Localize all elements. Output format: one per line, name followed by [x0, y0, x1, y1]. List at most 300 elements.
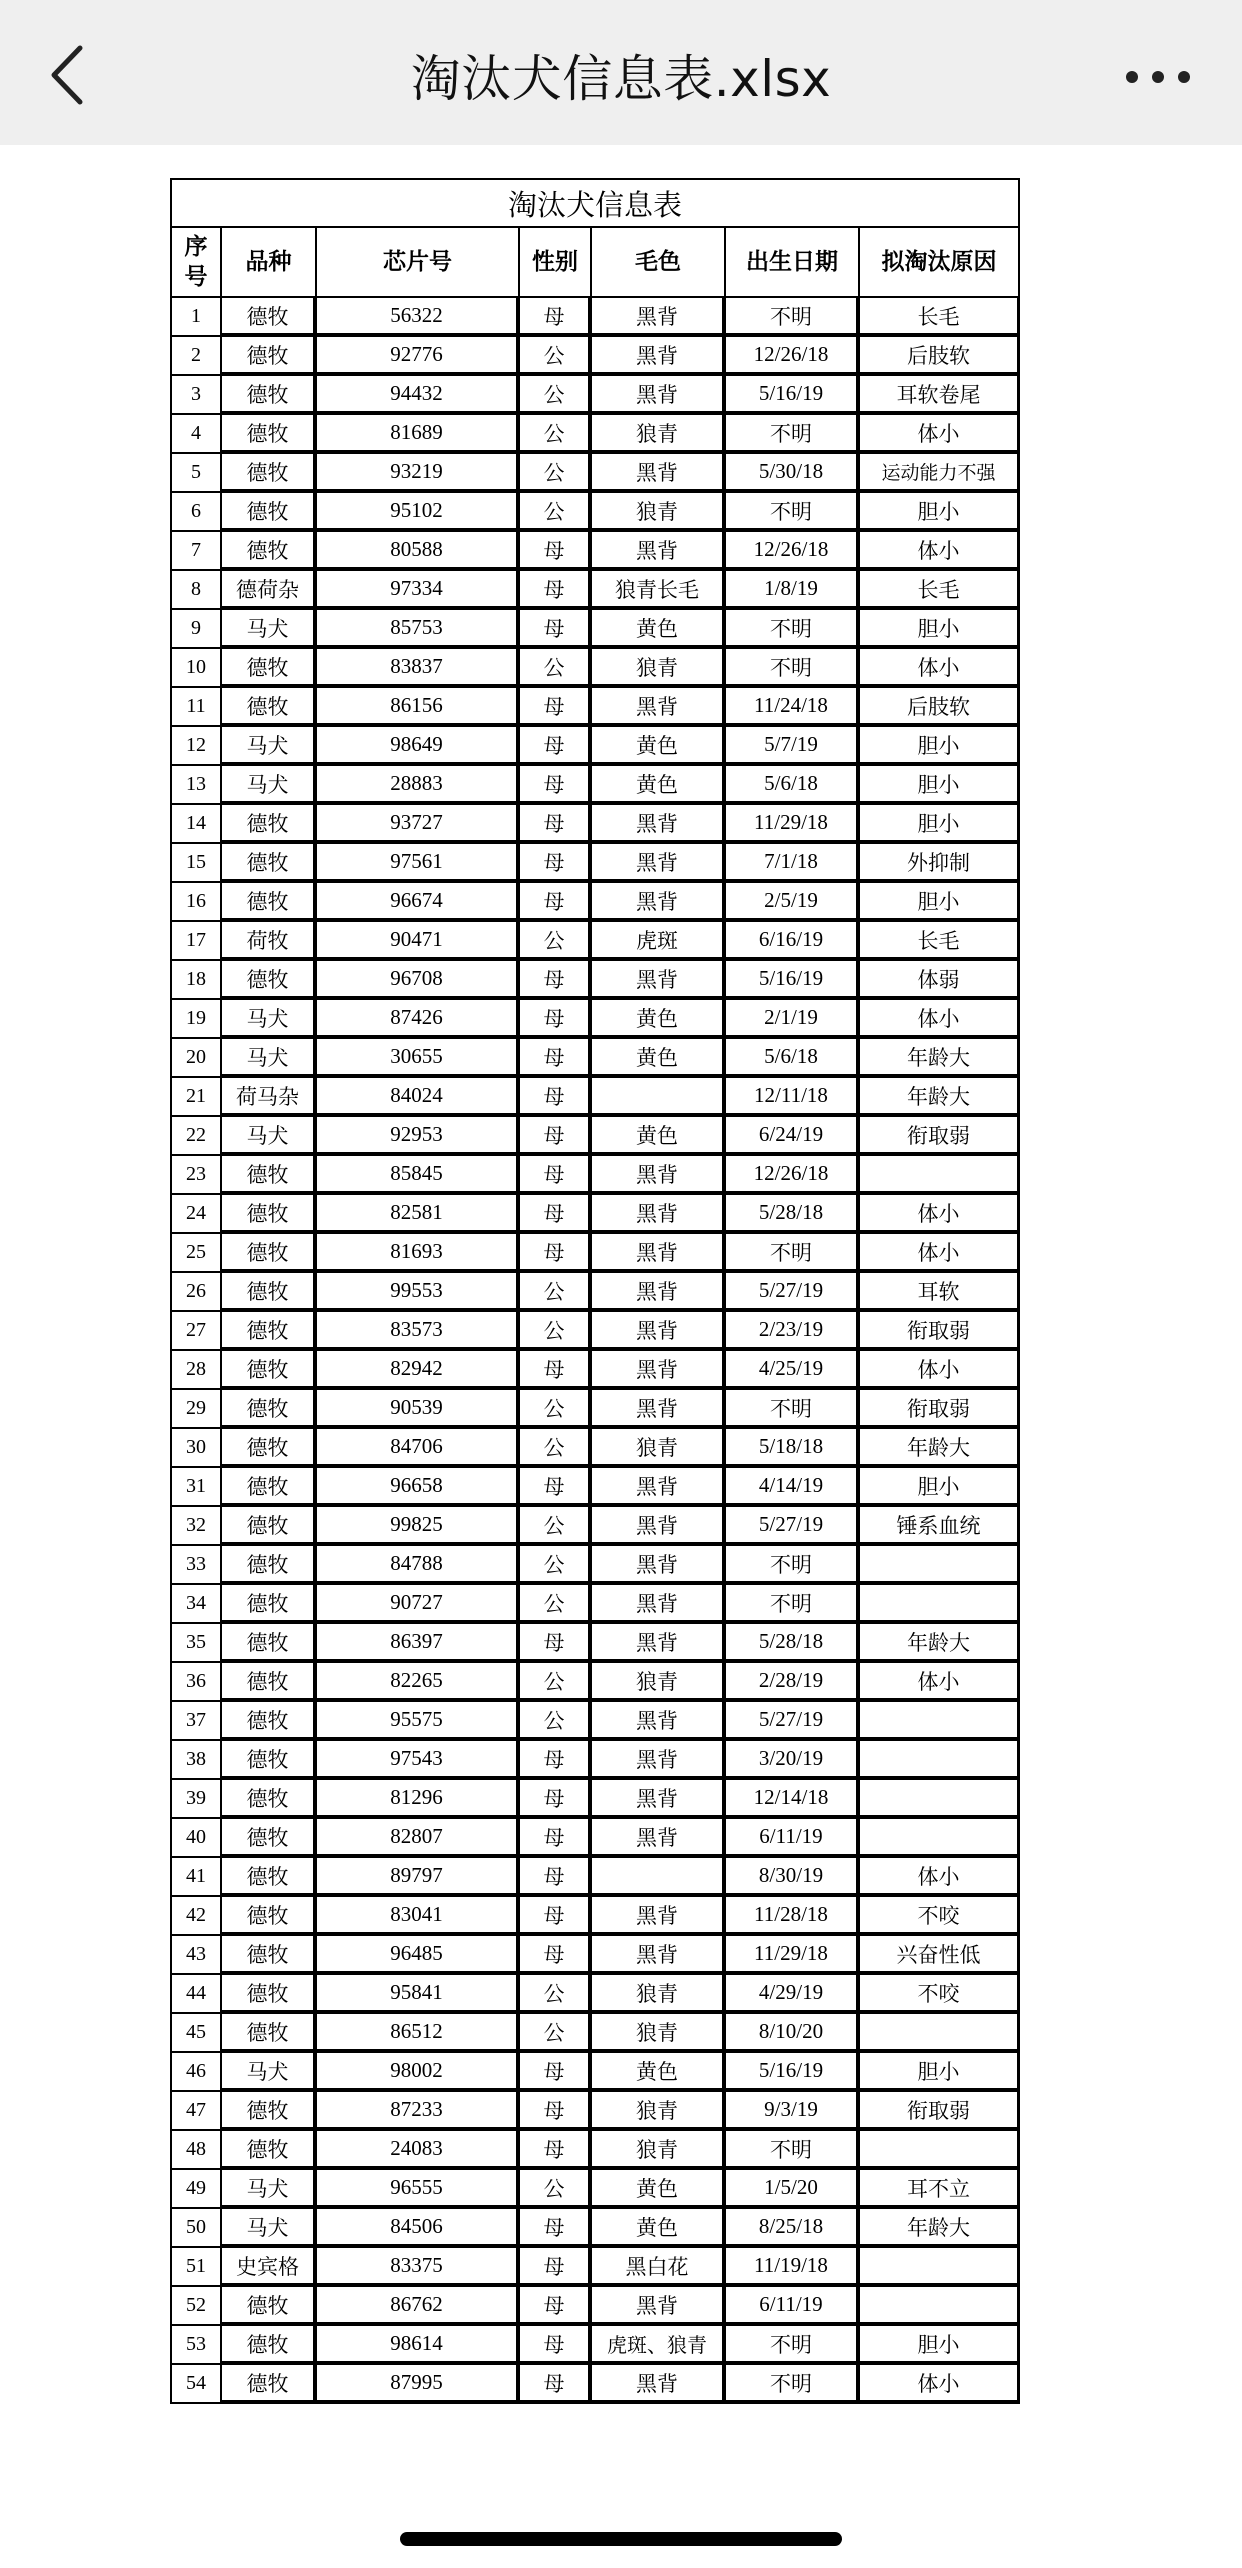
cell-index[interactable]: 24: [170, 1195, 222, 1234]
cell-coat-color[interactable]: 黑背: [592, 2287, 726, 2326]
cell-cull-reason[interactable]: 体弱: [860, 961, 1020, 1000]
cell-index[interactable]: 53: [170, 2326, 222, 2365]
cell-cull-reason[interactable]: 年龄大: [860, 2209, 1020, 2248]
cell-cull-reason[interactable]: 胆小: [860, 883, 1020, 922]
more-button[interactable]: [1120, 52, 1200, 102]
cell-cull-reason[interactable]: [860, 1156, 1020, 1195]
cell-breed[interactable]: 马犬: [222, 766, 317, 805]
cell-birth-date[interactable]: 不明: [726, 1546, 860, 1585]
cell-chip-number[interactable]: 95575: [317, 1702, 520, 1741]
cell-birth-date[interactable]: 5/27/19: [726, 1507, 860, 1546]
cell-chip-number[interactable]: 81693: [317, 1234, 520, 1273]
cell-breed[interactable]: 德牧: [222, 1390, 317, 1429]
cell-birth-date[interactable]: 9/3/19: [726, 2092, 860, 2131]
cell-birth-date[interactable]: 5/30/18: [726, 454, 860, 493]
cell-index[interactable]: 34: [170, 1585, 222, 1624]
cell-index[interactable]: 2: [170, 337, 222, 376]
cell-chip-number[interactable]: 87233: [317, 2092, 520, 2131]
cell-coat-color[interactable]: 狼青: [592, 493, 726, 532]
cell-breed[interactable]: 马犬: [222, 2170, 317, 2209]
cell-birth-date[interactable]: 8/30/19: [726, 1858, 860, 1897]
cell-coat-color[interactable]: 黑背: [592, 688, 726, 727]
cell-cull-reason[interactable]: 不咬: [860, 1975, 1020, 2014]
cell-breed[interactable]: 荷牧: [222, 922, 317, 961]
cell-chip-number[interactable]: 92953: [317, 1117, 520, 1156]
cell-birth-date[interactable]: 12/26/18: [726, 532, 860, 571]
cell-birth-date[interactable]: 不明: [726, 2365, 860, 2404]
cell-cull-reason[interactable]: 体小: [860, 1000, 1020, 1039]
cell-coat-color[interactable]: 黄色: [592, 2170, 726, 2209]
cell-breed[interactable]: 德牧: [222, 376, 317, 415]
cell-cull-reason[interactable]: 体小: [860, 1234, 1020, 1273]
cell-cull-reason[interactable]: 体小: [860, 1663, 1020, 1702]
cell-birth-date[interactable]: 5/28/18: [726, 1624, 860, 1663]
cell-birth-date[interactable]: 5/27/19: [726, 1702, 860, 1741]
cell-chip-number[interactable]: 82265: [317, 1663, 520, 1702]
cell-breed[interactable]: 马犬: [222, 2053, 317, 2092]
cell-cull-reason[interactable]: 不咬: [860, 1897, 1020, 1936]
cell-coat-color[interactable]: 黑背: [592, 1195, 726, 1234]
cell-sex[interactable]: 公: [520, 415, 592, 454]
cell-coat-color[interactable]: 黄色: [592, 610, 726, 649]
cell-birth-date[interactable]: 5/16/19: [726, 376, 860, 415]
cell-cull-reason[interactable]: 体小: [860, 1351, 1020, 1390]
cell-sex[interactable]: 公: [520, 1585, 592, 1624]
cell-birth-date[interactable]: 5/28/18: [726, 1195, 860, 1234]
cell-breed[interactable]: 德荷杂: [222, 571, 317, 610]
cell-index[interactable]: 23: [170, 1156, 222, 1195]
cell-chip-number[interactable]: 84506: [317, 2209, 520, 2248]
cell-coat-color[interactable]: 黑背: [592, 298, 726, 337]
cell-coat-color[interactable]: 黑背: [592, 961, 726, 1000]
cell-coat-color[interactable]: 黑背: [592, 1702, 726, 1741]
cell-coat-color[interactable]: 黑背: [592, 1741, 726, 1780]
cell-sex[interactable]: 母: [520, 1000, 592, 1039]
cell-index[interactable]: 25: [170, 1234, 222, 1273]
cell-birth-date[interactable]: 不明: [726, 493, 860, 532]
cell-index[interactable]: 40: [170, 1819, 222, 1858]
cell-cull-reason[interactable]: 耳软: [860, 1273, 1020, 1312]
cell-chip-number[interactable]: 89797: [317, 1858, 520, 1897]
cell-cull-reason[interactable]: 长毛: [860, 298, 1020, 337]
cell-sex[interactable]: 母: [520, 961, 592, 1000]
cell-birth-date[interactable]: 1/8/19: [726, 571, 860, 610]
cell-coat-color[interactable]: 狼青: [592, 2014, 726, 2053]
cell-chip-number[interactable]: 93727: [317, 805, 520, 844]
cell-cull-reason[interactable]: 体小: [860, 532, 1020, 571]
cell-chip-number[interactable]: 28883: [317, 766, 520, 805]
cell-chip-number[interactable]: 87426: [317, 1000, 520, 1039]
cell-sex[interactable]: 母: [520, 883, 592, 922]
cell-birth-date[interactable]: 5/7/19: [726, 727, 860, 766]
cell-cull-reason[interactable]: 外抑制: [860, 844, 1020, 883]
cell-breed[interactable]: 荷马杂: [222, 1078, 317, 1117]
cell-cull-reason[interactable]: 胆小: [860, 493, 1020, 532]
cell-index[interactable]: 15: [170, 844, 222, 883]
cell-index[interactable]: 31: [170, 1468, 222, 1507]
cell-cull-reason[interactable]: 胆小: [860, 727, 1020, 766]
cell-cull-reason[interactable]: [860, 1702, 1020, 1741]
cell-cull-reason[interactable]: 体小: [860, 2365, 1020, 2404]
cell-cull-reason[interactable]: [860, 1741, 1020, 1780]
cell-chip-number[interactable]: 24083: [317, 2131, 520, 2170]
cell-birth-date[interactable]: 4/29/19: [726, 1975, 860, 2014]
cell-chip-number[interactable]: 84788: [317, 1546, 520, 1585]
cell-chip-number[interactable]: 83837: [317, 649, 520, 688]
cell-index[interactable]: 36: [170, 1663, 222, 1702]
cell-chip-number[interactable]: 96485: [317, 1936, 520, 1975]
cell-index[interactable]: 22: [170, 1117, 222, 1156]
cell-chip-number[interactable]: 81296: [317, 1780, 520, 1819]
cell-sex[interactable]: 母: [520, 1156, 592, 1195]
cell-birth-date[interactable]: 不明: [726, 1234, 860, 1273]
cell-cull-reason[interactable]: 锤系血统: [860, 1507, 1020, 1546]
cell-breed[interactable]: 德牧: [222, 454, 317, 493]
cell-index[interactable]: 52: [170, 2287, 222, 2326]
cell-cull-reason[interactable]: 后肢软: [860, 688, 1020, 727]
cell-index[interactable]: 54: [170, 2365, 222, 2404]
cell-chip-number[interactable]: 94432: [317, 376, 520, 415]
cell-sex[interactable]: 母: [520, 766, 592, 805]
cell-chip-number[interactable]: 87995: [317, 2365, 520, 2404]
cell-index[interactable]: 27: [170, 1312, 222, 1351]
cell-chip-number[interactable]: 92776: [317, 337, 520, 376]
cell-breed[interactable]: 德牧: [222, 688, 317, 727]
cell-breed[interactable]: 德牧: [222, 2326, 317, 2365]
cell-birth-date[interactable]: 8/25/18: [726, 2209, 860, 2248]
cell-sex[interactable]: 公: [520, 649, 592, 688]
cell-coat-color[interactable]: 黑背: [592, 1273, 726, 1312]
cell-birth-date[interactable]: 5/16/19: [726, 961, 860, 1000]
cell-birth-date[interactable]: 5/16/19: [726, 2053, 860, 2092]
cell-breed[interactable]: 德牧: [222, 1741, 317, 1780]
cell-coat-color[interactable]: 黑背: [592, 376, 726, 415]
cell-coat-color[interactable]: 黑背: [592, 1156, 726, 1195]
cell-breed[interactable]: 马犬: [222, 1117, 317, 1156]
cell-chip-number[interactable]: 95102: [317, 493, 520, 532]
cell-sex[interactable]: 公: [520, 1390, 592, 1429]
cell-chip-number[interactable]: 98649: [317, 727, 520, 766]
cell-birth-date[interactable]: 不明: [726, 1390, 860, 1429]
cell-breed[interactable]: 德牧: [222, 1858, 317, 1897]
cell-chip-number[interactable]: 86762: [317, 2287, 520, 2326]
cell-sex[interactable]: 公: [520, 493, 592, 532]
cell-index[interactable]: 8: [170, 571, 222, 610]
cell-cull-reason[interactable]: 衔取弱: [860, 1312, 1020, 1351]
cell-index[interactable]: 30: [170, 1429, 222, 1468]
cell-breed[interactable]: 德牧: [222, 961, 317, 1000]
cell-breed[interactable]: 德牧: [222, 1936, 317, 1975]
cell-index[interactable]: 1: [170, 298, 222, 337]
cell-breed[interactable]: 德牧: [222, 1702, 317, 1741]
cell-birth-date[interactable]: 不明: [726, 2326, 860, 2365]
cell-sex[interactable]: 公: [520, 1429, 592, 1468]
cell-birth-date[interactable]: 不明: [726, 610, 860, 649]
cell-breed[interactable]: 德牧: [222, 1663, 317, 1702]
cell-sex[interactable]: 母: [520, 844, 592, 883]
cell-chip-number[interactable]: 85753: [317, 610, 520, 649]
cell-coat-color[interactable]: 黑背: [592, 337, 726, 376]
cell-chip-number[interactable]: 86397: [317, 1624, 520, 1663]
cell-index[interactable]: 45: [170, 2014, 222, 2053]
cell-chip-number[interactable]: 96674: [317, 883, 520, 922]
cell-chip-number[interactable]: 90539: [317, 1390, 520, 1429]
cell-sex[interactable]: 公: [520, 337, 592, 376]
cell-sex[interactable]: 公: [520, 454, 592, 493]
cell-chip-number[interactable]: 83041: [317, 1897, 520, 1936]
cell-index[interactable]: 51: [170, 2248, 222, 2287]
cell-breed[interactable]: 德牧: [222, 1195, 317, 1234]
cell-cull-reason[interactable]: 兴奋性低: [860, 1936, 1020, 1975]
cell-chip-number[interactable]: 30655: [317, 1039, 520, 1078]
cell-coat-color[interactable]: 狼青: [592, 1975, 726, 2014]
cell-breed[interactable]: 马犬: [222, 1000, 317, 1039]
cell-coat-color[interactable]: 黑背: [592, 1624, 726, 1663]
cell-chip-number[interactable]: 99553: [317, 1273, 520, 1312]
cell-coat-color[interactable]: 狼青: [592, 2131, 726, 2170]
cell-coat-color[interactable]: 黑背: [592, 1312, 726, 1351]
cell-cull-reason[interactable]: 年龄大: [860, 1039, 1020, 1078]
cell-birth-date[interactable]: 4/25/19: [726, 1351, 860, 1390]
cell-breed[interactable]: 马犬: [222, 2209, 317, 2248]
cell-cull-reason[interactable]: 衔取弱: [860, 1117, 1020, 1156]
cell-breed[interactable]: 德牧: [222, 1897, 317, 1936]
cell-chip-number[interactable]: 84706: [317, 1429, 520, 1468]
cell-index[interactable]: 7: [170, 532, 222, 571]
cell-sex[interactable]: 母: [520, 2053, 592, 2092]
cell-sex[interactable]: 公: [520, 1273, 592, 1312]
cell-birth-date[interactable]: 2/23/19: [726, 1312, 860, 1351]
cell-breed[interactable]: 德牧: [222, 1468, 317, 1507]
cell-birth-date[interactable]: 12/26/18: [726, 1156, 860, 1195]
cell-breed[interactable]: 德牧: [222, 1234, 317, 1273]
cell-sex[interactable]: 母: [520, 2287, 592, 2326]
cell-breed[interactable]: 德牧: [222, 493, 317, 532]
cell-breed[interactable]: 德牧: [222, 1780, 317, 1819]
cell-chip-number[interactable]: 80588: [317, 532, 520, 571]
cell-chip-number[interactable]: 82581: [317, 1195, 520, 1234]
cell-index[interactable]: 5: [170, 454, 222, 493]
cell-index[interactable]: 20: [170, 1039, 222, 1078]
cell-cull-reason[interactable]: 胆小: [860, 2326, 1020, 2365]
cell-breed[interactable]: 史宾格: [222, 2248, 317, 2287]
cell-coat-color[interactable]: 黑背: [592, 1546, 726, 1585]
cell-chip-number[interactable]: 90471: [317, 922, 520, 961]
cell-birth-date[interactable]: 6/16/19: [726, 922, 860, 961]
cell-birth-date[interactable]: 不明: [726, 298, 860, 337]
cell-breed[interactable]: 德牧: [222, 649, 317, 688]
cell-sex[interactable]: 母: [520, 805, 592, 844]
cell-breed[interactable]: 德牧: [222, 298, 317, 337]
cell-cull-reason[interactable]: [860, 2248, 1020, 2287]
cell-chip-number[interactable]: 86156: [317, 688, 520, 727]
cell-chip-number[interactable]: 97543: [317, 1741, 520, 1780]
cell-cull-reason[interactable]: [860, 1585, 1020, 1624]
cell-coat-color[interactable]: 狼青: [592, 415, 726, 454]
cell-coat-color[interactable]: 黑白花: [592, 2248, 726, 2287]
cell-index[interactable]: 11: [170, 688, 222, 727]
cell-chip-number[interactable]: 56322: [317, 298, 520, 337]
cell-coat-color[interactable]: 黑背: [592, 1936, 726, 1975]
cell-coat-color[interactable]: 黄色: [592, 766, 726, 805]
cell-sex[interactable]: 母: [520, 1468, 592, 1507]
cell-cull-reason[interactable]: 胆小: [860, 805, 1020, 844]
cell-chip-number[interactable]: 97334: [317, 571, 520, 610]
cell-coat-color[interactable]: 黑背: [592, 2365, 726, 2404]
cell-index[interactable]: 39: [170, 1780, 222, 1819]
cell-cull-reason[interactable]: 胆小: [860, 610, 1020, 649]
cell-chip-number[interactable]: 96555: [317, 2170, 520, 2209]
cell-breed[interactable]: 德牧: [222, 2365, 317, 2404]
cell-index[interactable]: 18: [170, 961, 222, 1000]
cell-sex[interactable]: 母: [520, 688, 592, 727]
cell-coat-color[interactable]: 黑背: [592, 1351, 726, 1390]
cell-index[interactable]: 35: [170, 1624, 222, 1663]
cell-breed[interactable]: 德牧: [222, 1351, 317, 1390]
cell-cull-reason[interactable]: 体小: [860, 415, 1020, 454]
cell-sex[interactable]: 母: [520, 1078, 592, 1117]
cell-birth-date[interactable]: 6/24/19: [726, 1117, 860, 1156]
cell-cull-reason[interactable]: 胆小: [860, 2053, 1020, 2092]
cell-coat-color[interactable]: 黑背: [592, 1468, 726, 1507]
cell-cull-reason[interactable]: 耳不立: [860, 2170, 1020, 2209]
cell-chip-number[interactable]: 93219: [317, 454, 520, 493]
cell-chip-number[interactable]: 83375: [317, 2248, 520, 2287]
cell-sex[interactable]: 母: [520, 1819, 592, 1858]
cell-coat-color[interactable]: 狼青: [592, 649, 726, 688]
cell-index[interactable]: 12: [170, 727, 222, 766]
cell-breed[interactable]: 德牧: [222, 2287, 317, 2326]
cell-coat-color[interactable]: 狼青: [592, 2092, 726, 2131]
cell-cull-reason[interactable]: 衔取弱: [860, 2092, 1020, 2131]
cell-birth-date[interactable]: 5/18/18: [726, 1429, 860, 1468]
cell-index[interactable]: 17: [170, 922, 222, 961]
cell-sex[interactable]: 母: [520, 1234, 592, 1273]
cell-sex[interactable]: 母: [520, 1780, 592, 1819]
cell-cull-reason[interactable]: 运动能力不强: [860, 454, 1020, 493]
cell-cull-reason[interactable]: 长毛: [860, 922, 1020, 961]
cell-index[interactable]: 28: [170, 1351, 222, 1390]
cell-coat-color[interactable]: 黑背: [592, 1897, 726, 1936]
cell-sex[interactable]: 母: [520, 1897, 592, 1936]
cell-coat-color[interactable]: 黑背: [592, 844, 726, 883]
cell-sex[interactable]: 母: [520, 2326, 592, 2365]
cell-coat-color[interactable]: 黑背: [592, 1585, 726, 1624]
cell-birth-date[interactable]: 3/20/19: [726, 1741, 860, 1780]
cell-coat-color[interactable]: 黑背: [592, 1780, 726, 1819]
cell-birth-date[interactable]: 4/14/19: [726, 1468, 860, 1507]
cell-sex[interactable]: 公: [520, 1975, 592, 2014]
cell-sex[interactable]: 公: [520, 922, 592, 961]
cell-breed[interactable]: 德牧: [222, 2014, 317, 2053]
cell-sex[interactable]: 母: [520, 571, 592, 610]
cell-index[interactable]: 10: [170, 649, 222, 688]
cell-breed[interactable]: 德牧: [222, 337, 317, 376]
cell-birth-date[interactable]: 12/14/18: [726, 1780, 860, 1819]
cell-breed[interactable]: 德牧: [222, 805, 317, 844]
cell-sex[interactable]: 母: [520, 1741, 592, 1780]
cell-sex[interactable]: 公: [520, 1702, 592, 1741]
cell-index[interactable]: 43: [170, 1936, 222, 1975]
cell-sex[interactable]: 母: [520, 1039, 592, 1078]
cell-sex[interactable]: 公: [520, 1312, 592, 1351]
cell-index[interactable]: 48: [170, 2131, 222, 2170]
cell-chip-number[interactable]: 96708: [317, 961, 520, 1000]
cell-sex[interactable]: 母: [520, 2248, 592, 2287]
cell-coat-color[interactable]: 黑背: [592, 1819, 726, 1858]
cell-index[interactable]: 29: [170, 1390, 222, 1429]
cell-chip-number[interactable]: 99825: [317, 1507, 520, 1546]
cell-cull-reason[interactable]: 年龄大: [860, 1624, 1020, 1663]
cell-cull-reason[interactable]: 衔取弱: [860, 1390, 1020, 1429]
cell-index[interactable]: 26: [170, 1273, 222, 1312]
cell-breed[interactable]: 德牧: [222, 1624, 317, 1663]
cell-breed[interactable]: 德牧: [222, 1312, 317, 1351]
cell-birth-date[interactable]: 6/11/19: [726, 2287, 860, 2326]
cell-index[interactable]: 4: [170, 415, 222, 454]
cell-chip-number[interactable]: 85845: [317, 1156, 520, 1195]
cell-sex[interactable]: 公: [520, 1546, 592, 1585]
cell-cull-reason[interactable]: 后肢软: [860, 337, 1020, 376]
cell-birth-date[interactable]: 2/5/19: [726, 883, 860, 922]
cell-coat-color[interactable]: 黑背: [592, 883, 726, 922]
cell-chip-number[interactable]: 90727: [317, 1585, 520, 1624]
cell-sex[interactable]: 母: [520, 532, 592, 571]
cell-sex[interactable]: 母: [520, 1195, 592, 1234]
cell-coat-color[interactable]: 黄色: [592, 2053, 726, 2092]
cell-index[interactable]: 16: [170, 883, 222, 922]
cell-birth-date[interactable]: 11/24/18: [726, 688, 860, 727]
cell-chip-number[interactable]: 83573: [317, 1312, 520, 1351]
cell-chip-number[interactable]: 86512: [317, 2014, 520, 2053]
cell-index[interactable]: 6: [170, 493, 222, 532]
cell-breed[interactable]: 德牧: [222, 1429, 317, 1468]
cell-chip-number[interactable]: 98002: [317, 2053, 520, 2092]
cell-birth-date[interactable]: 不明: [726, 2131, 860, 2170]
cell-cull-reason[interactable]: [860, 2287, 1020, 2326]
cell-cull-reason[interactable]: 耳软卷尾: [860, 376, 1020, 415]
cell-sex[interactable]: 公: [520, 2014, 592, 2053]
cell-cull-reason[interactable]: [860, 1546, 1020, 1585]
cell-breed[interactable]: 马犬: [222, 727, 317, 766]
cell-chip-number[interactable]: 95841: [317, 1975, 520, 2014]
cell-birth-date[interactable]: 12/26/18: [726, 337, 860, 376]
cell-cull-reason[interactable]: 年龄大: [860, 1429, 1020, 1468]
cell-coat-color[interactable]: [592, 1858, 726, 1897]
cell-chip-number[interactable]: 97561: [317, 844, 520, 883]
cell-coat-color[interactable]: 黄色: [592, 1117, 726, 1156]
cell-birth-date[interactable]: 5/6/18: [726, 1039, 860, 1078]
cell-coat-color[interactable]: 黑背: [592, 805, 726, 844]
cell-chip-number[interactable]: 82807: [317, 1819, 520, 1858]
cell-birth-date[interactable]: 1/5/20: [726, 2170, 860, 2209]
cell-sex[interactable]: 母: [520, 1117, 592, 1156]
cell-birth-date[interactable]: 2/1/19: [726, 1000, 860, 1039]
cell-coat-color[interactable]: 狼青: [592, 1663, 726, 1702]
cell-sex[interactable]: 母: [520, 610, 592, 649]
cell-birth-date[interactable]: 不明: [726, 649, 860, 688]
cell-birth-date[interactable]: 8/10/20: [726, 2014, 860, 2053]
cell-index[interactable]: 38: [170, 1741, 222, 1780]
cell-breed[interactable]: 德牧: [222, 1585, 317, 1624]
cell-coat-color[interactable]: 黄色: [592, 727, 726, 766]
cell-breed[interactable]: 德牧: [222, 2092, 317, 2131]
cell-index[interactable]: 21: [170, 1078, 222, 1117]
cell-index[interactable]: 37: [170, 1702, 222, 1741]
cell-index[interactable]: 46: [170, 2053, 222, 2092]
cell-sex[interactable]: 公: [520, 376, 592, 415]
cell-sex[interactable]: 公: [520, 2170, 592, 2209]
